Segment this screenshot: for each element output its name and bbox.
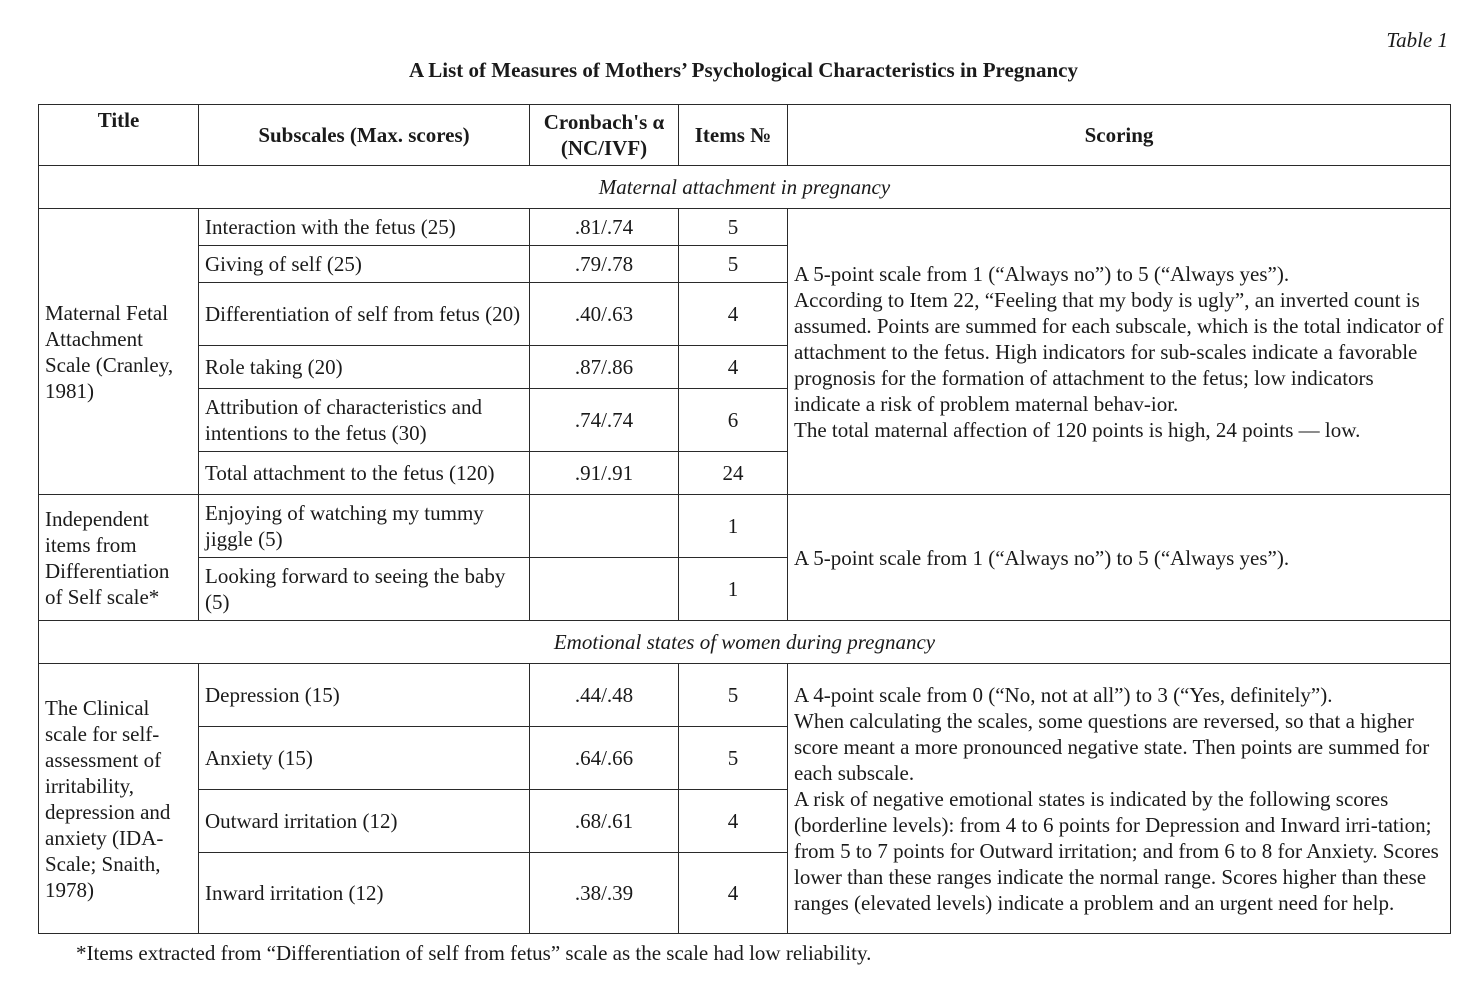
- header-scoring: Scoring: [788, 105, 1451, 166]
- header-title: Title: [39, 105, 199, 166]
- header-cronbach-line1: Cronbach's α: [543, 110, 665, 134]
- items-cell: 4: [679, 346, 788, 389]
- measure-title-mfas: Maternal Fetal Attachment Scale (Cranley, 1981): [39, 209, 199, 495]
- subscale-cell: Outward irritation (12): [199, 790, 530, 853]
- section-row: [39, 621, 1451, 664]
- items-cell: 4: [679, 853, 788, 934]
- header-subscales: Subscales (Max. scores): [199, 105, 530, 166]
- items-cell: 5: [679, 727, 788, 790]
- subscale-cell: Differentiation of self from fetus (20): [199, 283, 530, 346]
- alpha-cell: .68/.61: [530, 790, 679, 853]
- subscale-cell: Attribution of characteristics and intentions to the fetus (30): [199, 389, 530, 452]
- measure-title-ida-scale: The Clinical scale for self-assessment of irritability, depression and anxiety (IDA-Scale; Snaith, 1978): [39, 664, 199, 934]
- scoring-paragraph: A 5-point scale from 1 (“Always no”) to 5 (“Always yes”).: [794, 545, 1290, 570]
- header-items: Items №: [679, 105, 788, 166]
- header-row: [39, 105, 1451, 166]
- scoring-paragraph: According to Item 22, “Feeling that my body is ugly”, an inverted count is assumed. Points are summed for each subscale, which is the total indicator of attachment to the fetus. High indicators for sub-scales indicate a favorable prognosis for the formation of attachment to the fetus; low indicators indicate a risk of problem maternal behav-ior.: [794, 287, 1444, 416]
- items-cell: 24: [679, 452, 788, 495]
- alpha-cell: [530, 495, 679, 558]
- alpha-cell: .87/.86: [530, 346, 679, 389]
- section-heading-emotional-states: Emotional states of women during pregnancy: [39, 621, 1451, 664]
- subscale-cell: Interaction with the fetus (25): [199, 209, 530, 246]
- measure-title-independent-items: Independent items from Differentiation of Self scale*: [39, 495, 199, 621]
- measures-table: [38, 104, 1451, 934]
- alpha-cell: .40/.63: [530, 283, 679, 346]
- items-cell: 6: [679, 389, 788, 452]
- table-footnote: *Items extracted from “Differentiation of self from fetus” scale as the scale had low reliability.: [76, 941, 872, 965]
- items-cell: 5: [679, 209, 788, 246]
- subscale-cell: Giving of self (25): [199, 246, 530, 283]
- section-row: [39, 166, 1451, 209]
- items-cell: 1: [679, 558, 788, 621]
- alpha-cell: [530, 558, 679, 621]
- header-cronbach-line2: (NC/IVF): [560, 136, 648, 160]
- scoring-cell-mfas: [788, 209, 1451, 495]
- subscale-cell: Total attachment to the fetus (120): [199, 452, 530, 495]
- alpha-cell: .64/.66: [530, 727, 679, 790]
- items-cell: 4: [679, 283, 788, 346]
- alpha-cell: .44/.48: [530, 664, 679, 727]
- subscale-cell: Looking forward to seeing the baby (5): [199, 558, 530, 621]
- items-cell: 5: [679, 246, 788, 283]
- scoring-paragraph: When calculating the scales, some questions are reversed, so that a higher score meant a more pronounced negative state. Then points are summed for each subscale.: [794, 708, 1430, 785]
- table-row: [39, 209, 1451, 246]
- table-row: [39, 495, 1451, 558]
- subscale-cell: Inward irritation (12): [199, 853, 530, 934]
- subscale-cell: Role taking (20): [199, 346, 530, 389]
- items-cell: 4: [679, 790, 788, 853]
- items-cell: 1: [679, 495, 788, 558]
- scoring-paragraph: A 5-point scale from 1 (“Always no”) to 5 (“Always yes”).: [794, 261, 1290, 286]
- scoring-cell-independent-items: [788, 495, 1451, 621]
- header-cronbach: [530, 105, 679, 166]
- alpha-cell: .74/.74: [530, 389, 679, 452]
- subscale-cell: Enjoying of watching my tummy jiggle (5): [199, 495, 530, 558]
- table-title: A List of Measures of Mothers’ Psychological Characteristics in Pregnancy: [409, 58, 1078, 82]
- scoring-paragraph: A 4-point scale from 0 (“No, not at all”) to 3 (“Yes, definitely”).: [794, 682, 1333, 707]
- table-row: [39, 664, 1451, 727]
- alpha-cell: .81/.74: [530, 209, 679, 246]
- items-cell: 5: [679, 664, 788, 727]
- alpha-cell: .91/.91: [530, 452, 679, 495]
- table-number: Table 1: [1386, 28, 1448, 52]
- alpha-cell: .38/.39: [530, 853, 679, 934]
- subscale-cell: Anxiety (15): [199, 727, 530, 790]
- scoring-cell-ida-scale: [788, 664, 1451, 934]
- scoring-paragraph: A risk of negative emotional states is indicated by the following scores (borderline levels): from 4 to 6 points for Depression and Inward irri-tation; from 5 to 7 points for Outward irritation; and from 6 to 8 for Anxiety. Scores lower than these ranges indicate the normal range. Scores higher than these ranges (elevated levels) indicate a problem and an urgent need for help.: [794, 786, 1439, 915]
- scoring-paragraph: The total maternal affection of 120 points is high, 24 points — low.: [794, 417, 1361, 442]
- alpha-cell: .79/.78: [530, 246, 679, 283]
- subscale-cell: Depression (15): [199, 664, 530, 727]
- section-heading-attachment: Maternal attachment in pregnancy: [39, 166, 1451, 209]
